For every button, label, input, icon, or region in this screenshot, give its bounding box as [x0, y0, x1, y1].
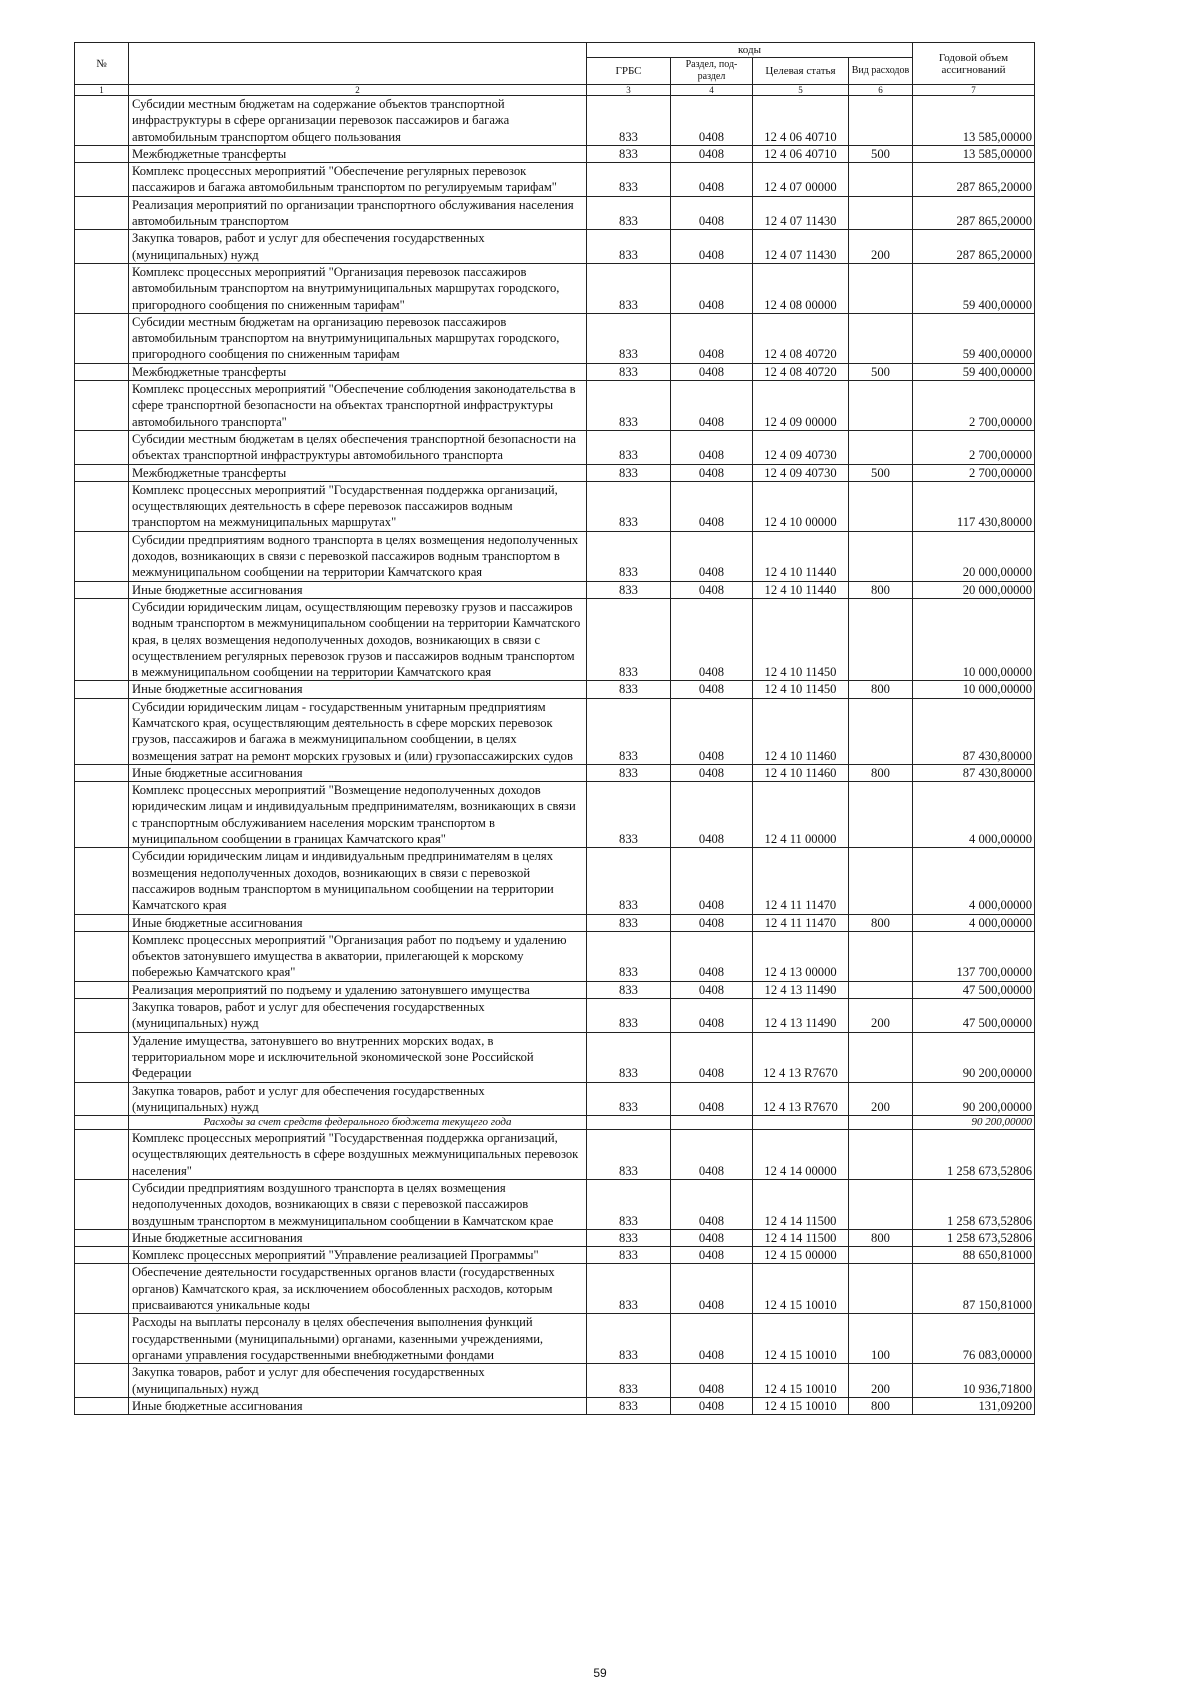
row-amount: 90 200,00000: [913, 1116, 1035, 1130]
row-grbs: 833: [587, 196, 671, 230]
row-amount: 10 936,71800: [913, 1364, 1035, 1398]
row-no: [75, 782, 129, 848]
row-amount: 88 650,81000: [913, 1247, 1035, 1264]
row-expense-type: 800: [849, 581, 913, 598]
row-target: 12 4 09 40730: [753, 430, 849, 464]
row-name: Удаление имущества, затонувшего во внутренних морских водах, в территориальном море и исключительной экономической зоне Российской Федерации: [129, 1032, 587, 1082]
table-row: [75, 914, 1035, 931]
row-grbs: 833: [587, 1130, 671, 1180]
row-section: 0408: [671, 263, 753, 313]
row-section: 0408: [671, 163, 753, 197]
table-row: [75, 981, 1035, 998]
row-target: 12 4 08 40720: [753, 313, 849, 363]
row-target: 12 4 10 11460: [753, 764, 849, 781]
row-expense-type: 200: [849, 1364, 913, 1398]
row-name: Иные бюджетные ассигнования: [129, 681, 587, 698]
row-section: 0408: [671, 1264, 753, 1314]
row-expense-type: 200: [849, 230, 913, 264]
row-amount: 87 150,81000: [913, 1264, 1035, 1314]
row-target: 12 4 13 R7670: [753, 1032, 849, 1082]
row-no: [75, 1180, 129, 1230]
row-grbs: 833: [587, 145, 671, 162]
row-section: 0408: [671, 1229, 753, 1246]
row-amount: 47 500,00000: [913, 981, 1035, 998]
row-section: 0408: [671, 1180, 753, 1230]
row-no: [75, 1264, 129, 1314]
row-target: [753, 1116, 849, 1130]
row-section: 0408: [671, 464, 753, 481]
row-expense-type: 200: [849, 1082, 913, 1116]
row-grbs: 833: [587, 1180, 671, 1230]
row-target: 12 4 10 11460: [753, 698, 849, 764]
row-no: [75, 464, 129, 481]
row-grbs: 833: [587, 681, 671, 698]
row-name: Закупка товаров, работ и услуг для обеспечения государственных (муниципальных) нужд: [129, 1082, 587, 1116]
row-amount: 59 400,00000: [913, 263, 1035, 313]
row-grbs: 833: [587, 782, 671, 848]
header-section: Раздел, под-раздел: [671, 58, 753, 85]
row-expense-type: [849, 263, 913, 313]
table-row: [75, 481, 1035, 531]
row-expense-type: [849, 848, 913, 914]
row-grbs: 833: [587, 1247, 671, 1264]
row-amount: 10 000,00000: [913, 681, 1035, 698]
row-expense-type: [849, 698, 913, 764]
row-section: 0408: [671, 1364, 753, 1398]
row-expense-type: [849, 1247, 913, 1264]
row-amount: 20 000,00000: [913, 581, 1035, 598]
row-expense-type: 500: [849, 464, 913, 481]
row-expense-type: 800: [849, 1229, 913, 1246]
budget-table: [74, 42, 1035, 1415]
row-grbs: [587, 1116, 671, 1130]
row-amount: 1 258 673,52806: [913, 1229, 1035, 1246]
table-row: [75, 698, 1035, 764]
table-row: [75, 196, 1035, 230]
row-grbs: 833: [587, 598, 671, 680]
header-target: Целевая статья: [753, 58, 849, 85]
row-name: Комплекс процессных мероприятий "Обеспечение регулярных перевозок пассажиров и багажа автомобильным транспортом по регулируемым тарифам": [129, 163, 587, 197]
row-target: 12 4 15 00000: [753, 1247, 849, 1264]
row-section: 0408: [671, 1247, 753, 1264]
table-row: [75, 848, 1035, 914]
row-target: 12 4 14 11500: [753, 1229, 849, 1246]
row-section: 0408: [671, 981, 753, 998]
row-section: 0408: [671, 914, 753, 931]
row-no: [75, 196, 129, 230]
row-name: Межбюджетные трансферты: [129, 363, 587, 380]
table-row: [75, 598, 1035, 680]
row-name: Иные бюджетные ассигнования: [129, 764, 587, 781]
row-no: [75, 313, 129, 363]
table-row: [75, 1247, 1035, 1264]
row-no: [75, 363, 129, 380]
row-amount: 13 585,00000: [913, 96, 1035, 146]
row-target: 12 4 08 00000: [753, 263, 849, 313]
row-no: [75, 1364, 129, 1398]
row-target: 12 4 14 00000: [753, 1130, 849, 1180]
table-row: [75, 531, 1035, 581]
row-amount: 10 000,00000: [913, 598, 1035, 680]
row-target: 12 4 11 11470: [753, 848, 849, 914]
header-grbs: ГРБС: [587, 58, 671, 85]
row-no: [75, 848, 129, 914]
table-row: [75, 163, 1035, 197]
row-name: Субсидии местным бюджетам в целях обеспечения транспортной безопасности на объектах транспортной инфраструктуры автомобильного транспорта: [129, 430, 587, 464]
table-row: [75, 230, 1035, 264]
row-target: 12 4 13 R7670: [753, 1082, 849, 1116]
row-expense-type: [849, 531, 913, 581]
row-name: Субсидии местным бюджетам на содержание объектов транспортной инфраструктуры в сфере организации перевозок пассажиров и багажа автомобильным транспортом общего пользования: [129, 96, 587, 146]
row-grbs: 833: [587, 1397, 671, 1414]
row-amount: 90 200,00000: [913, 1032, 1035, 1082]
row-amount: 287 865,20000: [913, 196, 1035, 230]
row-no: [75, 96, 129, 146]
table-row: [75, 1116, 1035, 1130]
row-section: 0408: [671, 381, 753, 431]
row-no: [75, 381, 129, 431]
row-amount: 2 700,00000: [913, 464, 1035, 481]
row-grbs: 833: [587, 230, 671, 264]
row-name: Реализация мероприятий по подъему и удалению затонувшего имущества: [129, 981, 587, 998]
row-expense-type: 800: [849, 914, 913, 931]
row-expense-type: [849, 1032, 913, 1082]
row-amount: 131,09200: [913, 1397, 1035, 1414]
row-section: 0408: [671, 681, 753, 698]
row-target: 12 4 07 00000: [753, 163, 849, 197]
row-target: 12 4 13 00000: [753, 931, 849, 981]
row-target: 12 4 11 00000: [753, 782, 849, 848]
row-target: 12 4 10 11440: [753, 581, 849, 598]
row-grbs: 833: [587, 698, 671, 764]
row-name: Комплекс процессных мероприятий "Организация работ по подъему и удалению объектов затонувшего имущества в акватории, прилегающей к морскому побережью Камчатского края": [129, 931, 587, 981]
header-codes: коды: [587, 43, 913, 58]
row-amount: 87 430,80000: [913, 698, 1035, 764]
row-target: 12 4 10 11450: [753, 598, 849, 680]
row-section: 0408: [671, 1397, 753, 1414]
row-name: Субсидии юридическим лицам - государственным унитарным предприятиям Камчатского края, осуществляющим деятельность в сфере морских перевозок грузов, пассажиров и багажа в межмуниципальном сообщении, в целях возмещения затрат на ремонт морских грузовых и (или) грузопассажирских судов: [129, 698, 587, 764]
row-amount: 1 258 673,52806: [913, 1130, 1035, 1180]
row-amount: 47 500,00000: [913, 999, 1035, 1033]
row-section: 0408: [671, 1082, 753, 1116]
row-target: 12 4 13 11490: [753, 999, 849, 1033]
page-number: 59: [593, 1666, 607, 1680]
column-number: 7: [913, 85, 1035, 96]
row-section: 0408: [671, 430, 753, 464]
row-grbs: 833: [587, 764, 671, 781]
table-body: [75, 96, 1035, 1415]
row-section: 0408: [671, 1032, 753, 1082]
table-row: [75, 1032, 1035, 1082]
row-no: [75, 914, 129, 931]
row-section: 0408: [671, 1314, 753, 1364]
row-name: Расходы на выплаты персоналу в целях обеспечения выполнения функций государственными (муниципальными) органами, казенными учреждениями, органами управления государственными внебюджетными фондами: [129, 1314, 587, 1364]
row-name: Закупка товаров, работ и услуг для обеспечения государственных (муниципальных) нужд: [129, 1364, 587, 1398]
row-target: 12 4 09 00000: [753, 381, 849, 431]
row-target: 12 4 10 11450: [753, 681, 849, 698]
row-name: Субсидии местным бюджетам на организацию перевозок пассажиров автомобильным транспортом на внутримуниципальных маршрутах городского, пригородного сообщения по сниженным тарифам: [129, 313, 587, 363]
row-expense-type: 500: [849, 363, 913, 380]
row-name: Субсидии предприятиям водного транспорта в целях возмещения недополученных доходов, возникающих в связи с перевозкой пассажиров водным транспортом в межмуниципальном сообщении на территории Камчатского края: [129, 531, 587, 581]
row-target: 12 4 15 10010: [753, 1314, 849, 1364]
row-expense-type: [849, 163, 913, 197]
row-amount: 137 700,00000: [913, 931, 1035, 981]
row-no: [75, 698, 129, 764]
row-name: Закупка товаров, работ и услуг для обеспечения государственных (муниципальных) нужд: [129, 230, 587, 264]
row-no: [75, 1314, 129, 1364]
row-expense-type: [849, 430, 913, 464]
table-row: [75, 1180, 1035, 1230]
row-no: [75, 531, 129, 581]
header-expense-type: Вид расходов: [849, 58, 913, 85]
table-row: [75, 1082, 1035, 1116]
row-section: 0408: [671, 363, 753, 380]
table-row: [75, 1364, 1035, 1398]
table-row: [75, 1264, 1035, 1314]
row-section: 0408: [671, 581, 753, 598]
column-number: 5: [753, 85, 849, 96]
row-expense-type: [849, 598, 913, 680]
row-amount: 20 000,00000: [913, 531, 1035, 581]
row-grbs: 833: [587, 1364, 671, 1398]
row-target: 12 4 13 11490: [753, 981, 849, 998]
row-no: [75, 1130, 129, 1180]
row-target: 12 4 07 11430: [753, 230, 849, 264]
row-target: 12 4 15 10010: [753, 1397, 849, 1414]
row-section: 0408: [671, 598, 753, 680]
row-grbs: 833: [587, 363, 671, 380]
table-row: [75, 145, 1035, 162]
row-grbs: 833: [587, 464, 671, 481]
row-expense-type: [849, 1264, 913, 1314]
row-amount: 1 258 673,52806: [913, 1180, 1035, 1230]
table-row: [75, 1130, 1035, 1180]
row-section: 0408: [671, 931, 753, 981]
table-row: [75, 1229, 1035, 1246]
row-name: Комплекс процессных мероприятий "Возмещение недополученных доходов юридическим лицам и индивидуальным предпринимателям, возникающих в связи с транспортным обслуживанием населения морским транспортом в муниципальном сообщении в границах Камчатского края": [129, 782, 587, 848]
row-name: Субсидии юридическим лицам и индивидуальным предпринимателям в целях возмещения недополученных доходов, возникающих в связи с перевозкой пассажиров водным транспортом в муниципальном сообщении на территории Камчатского края: [129, 848, 587, 914]
row-grbs: 833: [587, 430, 671, 464]
row-expense-type: [849, 196, 913, 230]
row-target: 12 4 07 11430: [753, 196, 849, 230]
row-grbs: 833: [587, 581, 671, 598]
table-row: [75, 782, 1035, 848]
row-amount: 87 430,80000: [913, 764, 1035, 781]
row-target: 12 4 15 10010: [753, 1364, 849, 1398]
row-amount: 4 000,00000: [913, 914, 1035, 931]
row-section: 0408: [671, 230, 753, 264]
row-expense-type: 100: [849, 1314, 913, 1364]
row-amount: 2 700,00000: [913, 381, 1035, 431]
row-name: Межбюджетные трансферты: [129, 464, 587, 481]
table-row: [75, 1314, 1035, 1364]
row-expense-type: [849, 931, 913, 981]
row-no: [75, 1397, 129, 1414]
row-amount: 117 430,80000: [913, 481, 1035, 531]
row-section: 0408: [671, 999, 753, 1033]
row-name: Закупка товаров, работ и услуг для обеспечения государственных (муниципальных) нужд: [129, 999, 587, 1033]
row-grbs: 833: [587, 999, 671, 1033]
row-no: [75, 163, 129, 197]
row-grbs: 833: [587, 531, 671, 581]
table-row: [75, 96, 1035, 146]
row-expense-type: [849, 313, 913, 363]
row-name: Иные бюджетные ассигнования: [129, 581, 587, 598]
row-name: Комплекс процессных мероприятий "Организация перевозок пассажиров автомобильным транспортом на внутримуниципальных маршрутах городского, пригородного сообщения по сниженным тарифам": [129, 263, 587, 313]
row-grbs: 833: [587, 931, 671, 981]
table-row: [75, 999, 1035, 1033]
row-grbs: 833: [587, 313, 671, 363]
row-expense-type: [849, 981, 913, 998]
row-grbs: 833: [587, 96, 671, 146]
row-no: [75, 481, 129, 531]
table-row: [75, 464, 1035, 481]
budget-table-sheet: [74, 42, 1035, 1415]
row-expense-type: [849, 1180, 913, 1230]
row-amount: 2 700,00000: [913, 430, 1035, 464]
column-number: 6: [849, 85, 913, 96]
row-name: Комплекс процессных мероприятий "Государственная поддержка организаций, осуществляющих деятельность в сфере перевозок пассажиров водным транспортом на межмуниципальных маршрутах": [129, 481, 587, 531]
row-expense-type: 500: [849, 145, 913, 162]
row-no: [75, 1116, 129, 1130]
row-expense-type: 200: [849, 999, 913, 1033]
row-amount: 59 400,00000: [913, 313, 1035, 363]
row-grbs: 833: [587, 981, 671, 998]
row-amount: 13 585,00000: [913, 145, 1035, 162]
row-expense-type: [849, 96, 913, 146]
row-no: [75, 1247, 129, 1264]
header-annual: Годовой объем ассигнований: [913, 43, 1035, 85]
row-expense-type: 800: [849, 681, 913, 698]
row-grbs: 833: [587, 163, 671, 197]
row-section: 0408: [671, 848, 753, 914]
column-number: 2: [129, 85, 587, 96]
row-no: [75, 263, 129, 313]
row-name: Иные бюджетные ассигнования: [129, 1397, 587, 1414]
row-no: [75, 981, 129, 998]
row-no: [75, 1032, 129, 1082]
row-name: Субсидии предприятиям воздушного транспорта в целях возмещения недополученных доходов, возникающих в связи с перевозкой пассажиров воздушным транспортом в межмуниципальном сообщении в Камчатском крае: [129, 1180, 587, 1230]
row-section: 0408: [671, 481, 753, 531]
row-section: 0408: [671, 313, 753, 363]
row-section: 0408: [671, 96, 753, 146]
row-expense-type: 800: [849, 764, 913, 781]
row-grbs: 833: [587, 848, 671, 914]
row-target: 12 4 09 40730: [753, 464, 849, 481]
row-target: 12 4 06 40710: [753, 96, 849, 146]
row-no: [75, 1082, 129, 1116]
row-section: 0408: [671, 531, 753, 581]
row-no: [75, 999, 129, 1033]
row-amount: 76 083,00000: [913, 1314, 1035, 1364]
row-no: [75, 430, 129, 464]
row-name: Обеспечение деятельности государственных органов власти (государственных органов) Камчатского края, за исключением обособленных расходов, которым присваиваются уникальные коды: [129, 1264, 587, 1314]
row-expense-type: [849, 782, 913, 848]
table-row: [75, 381, 1035, 431]
row-grbs: 833: [587, 1229, 671, 1246]
row-target: 12 4 11 11470: [753, 914, 849, 931]
table-row: [75, 764, 1035, 781]
row-name: Субсидии юридическим лицам, осуществляющим перевозку грузов и пассажиров водным транспортом в межмуниципальном сообщении на территории Камчатского края, в целях возмещения недополученных доходов, возникающих в связи с осуществлением регулярных перевозок грузов и пассажиров водным транспортом в межмуниципальном сообщении на территории Камчатского края: [129, 598, 587, 680]
table-row: [75, 430, 1035, 464]
row-section: 0408: [671, 764, 753, 781]
header-name: [129, 43, 587, 85]
column-number: 3: [587, 85, 671, 96]
row-grbs: 833: [587, 263, 671, 313]
row-no: [75, 931, 129, 981]
row-expense-type: [849, 481, 913, 531]
header-no: №: [75, 43, 129, 85]
row-target: 12 4 14 11500: [753, 1180, 849, 1230]
column-number: 1: [75, 85, 129, 96]
row-no: [75, 681, 129, 698]
row-no: [75, 145, 129, 162]
row-no: [75, 230, 129, 264]
row-no: [75, 764, 129, 781]
row-target: 12 4 06 40710: [753, 145, 849, 162]
row-amount: 59 400,00000: [913, 363, 1035, 380]
row-expense-type: [849, 1116, 913, 1130]
row-no: [75, 1229, 129, 1246]
row-name: Иные бюджетные ассигнования: [129, 1229, 587, 1246]
row-target: 12 4 10 00000: [753, 481, 849, 531]
row-grbs: 833: [587, 1264, 671, 1314]
row-no: [75, 581, 129, 598]
row-amount: 4 000,00000: [913, 848, 1035, 914]
row-no: [75, 598, 129, 680]
row-name: Реализация мероприятий по организации транспортного обслуживания населения автомобильным транспортом: [129, 196, 587, 230]
row-name: Расходы за счет средств федерального бюджета текущего года: [129, 1116, 587, 1130]
row-amount: 287 865,20000: [913, 230, 1035, 264]
row-section: 0408: [671, 145, 753, 162]
row-target: 12 4 15 10010: [753, 1264, 849, 1314]
row-section: 0408: [671, 1130, 753, 1180]
row-grbs: 833: [587, 1082, 671, 1116]
row-name: Комплекс процессных мероприятий "Управление реализацией Программы": [129, 1247, 587, 1264]
row-target: 12 4 10 11440: [753, 531, 849, 581]
row-section: 0408: [671, 196, 753, 230]
row-expense-type: [849, 381, 913, 431]
row-grbs: 833: [587, 1032, 671, 1082]
row-target: 12 4 08 40720: [753, 363, 849, 380]
column-number: 4: [671, 85, 753, 96]
row-amount: 90 200,00000: [913, 1082, 1035, 1116]
row-grbs: 833: [587, 1314, 671, 1364]
row-expense-type: 800: [849, 1397, 913, 1414]
table-row: [75, 263, 1035, 313]
row-amount: 4 000,00000: [913, 782, 1035, 848]
row-grbs: 833: [587, 914, 671, 931]
row-name: Иные бюджетные ассигнования: [129, 914, 587, 931]
row-name: Межбюджетные трансферты: [129, 145, 587, 162]
table-row: [75, 1397, 1035, 1414]
table-row: [75, 363, 1035, 380]
row-section: 0408: [671, 782, 753, 848]
row-name: Комплекс процессных мероприятий "Обеспечение соблюдения законодательства в сфере транспортной безопасности на объектах транспортной инфраструктуры автомобильного транспорта": [129, 381, 587, 431]
table-row: [75, 581, 1035, 598]
table-row: [75, 681, 1035, 698]
row-grbs: 833: [587, 381, 671, 431]
row-grbs: 833: [587, 481, 671, 531]
row-expense-type: [849, 1130, 913, 1180]
row-section: 0408: [671, 698, 753, 764]
row-name: Комплекс процессных мероприятий "Государственная поддержка организаций, осуществляющих деятельность в сфере воздушных межмуниципальных перевозок населения": [129, 1130, 587, 1180]
table-row: [75, 931, 1035, 981]
table-row: [75, 313, 1035, 363]
row-section: [671, 1116, 753, 1130]
row-amount: 287 865,20000: [913, 163, 1035, 197]
